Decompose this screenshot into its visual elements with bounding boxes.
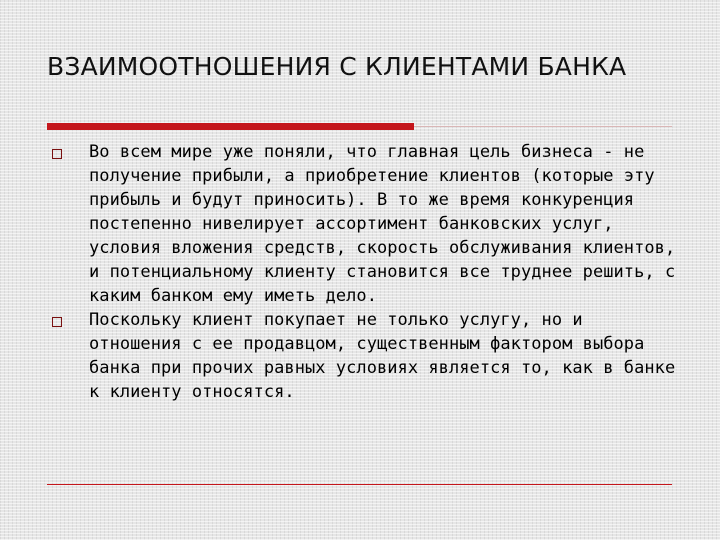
bullet-item-1 <box>47 140 677 308</box>
bullet-text-1: Во всем мире уже поняли, что главная цель бизнеса - не получение прибыли, а приобретение клиентов (которые эту прибыль и будут приносить). В то же время конкуренция постепенно нивелирует ассортимент банковских услуг, условия вложения средств, скорость обслуживания клиентов, и потенциальному клиенту становится все труднее решить, с каким банком ему иметь дело. <box>89 142 676 306</box>
bullet-list <box>47 140 677 404</box>
hollow-square-bullet-icon <box>52 317 62 327</box>
footer-divider-line <box>47 484 672 485</box>
bullet-item-2 <box>47 308 677 404</box>
slide-title: ВЗАИМООТНОШЕНИЯ С КЛИЕНТАМИ БАНКА <box>47 52 627 81</box>
hollow-square-bullet-icon <box>52 149 62 159</box>
title-underline-accent-bar <box>47 123 414 130</box>
bullet-text-2: Поскольку клиент покупает не только услугу, но и отношения с ее продавцом, существенным фактором выбора банка при прочих равных условиях является то, как в банке к клиенту относятся. <box>89 310 676 402</box>
